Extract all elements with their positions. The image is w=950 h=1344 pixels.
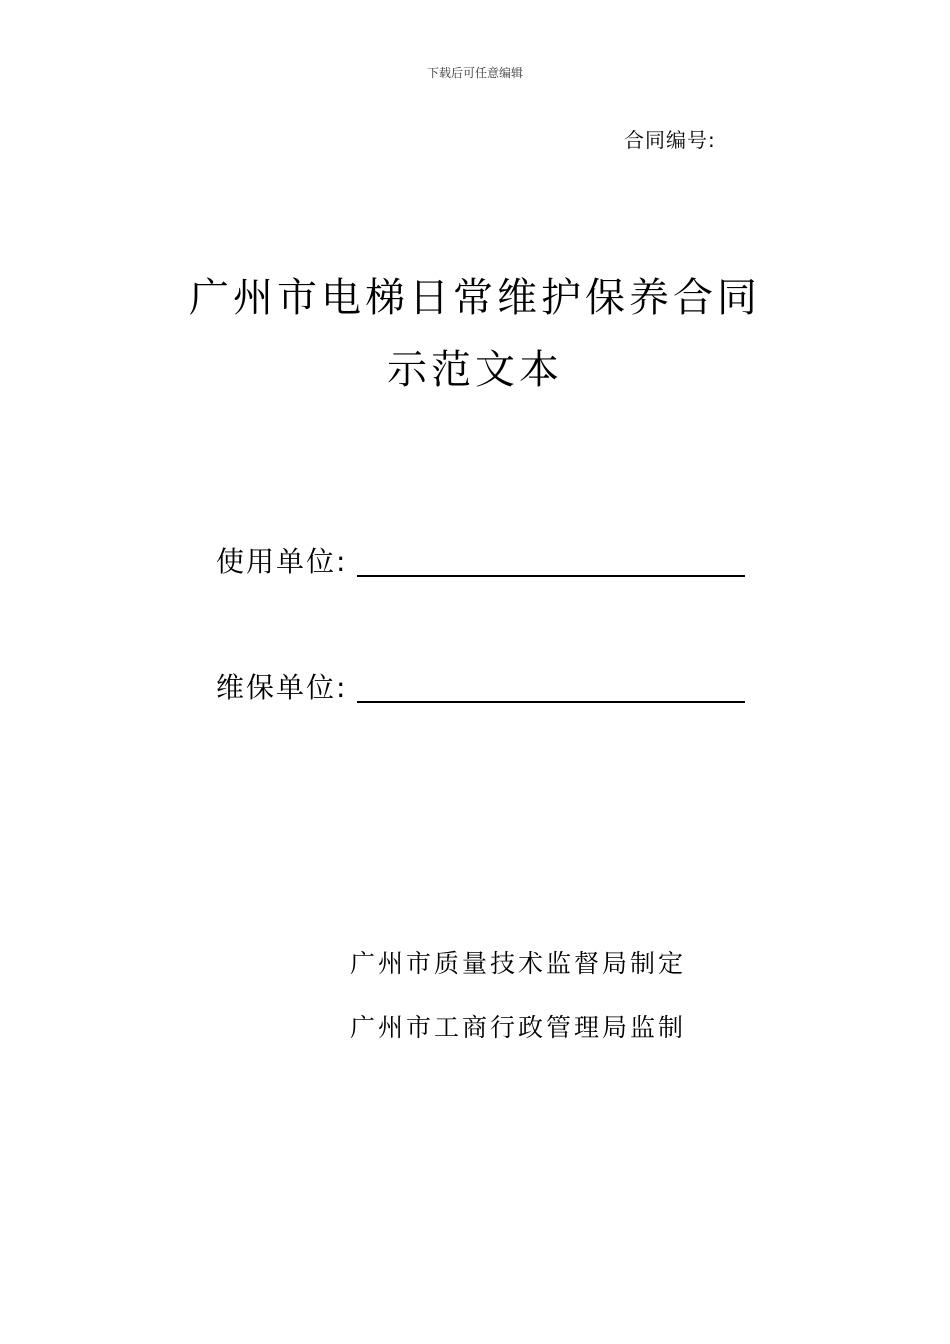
user-unit-label: 使用单位: (216, 545, 348, 578)
document-title: 广州市电梯日常维护保养合同 (189, 275, 761, 321)
maintenance-unit-row (216, 668, 745, 708)
supervisor-line: 广州市工商行政管理局监制 (350, 1013, 687, 1042)
document-subtitle: 示范文本 (387, 347, 563, 393)
maintenance-unit-label: 维保单位: (216, 671, 348, 704)
user-unit-blank-line[interactable] (357, 545, 745, 577)
issuer-line: 广州市质量技术监督局制定 (350, 949, 687, 978)
user-unit-row (216, 542, 745, 582)
header-note: 下载后可任意编辑 (426, 66, 523, 80)
contract-number-label: 合同编号: (624, 128, 716, 152)
maintenance-unit-blank-line[interactable] (357, 671, 745, 703)
